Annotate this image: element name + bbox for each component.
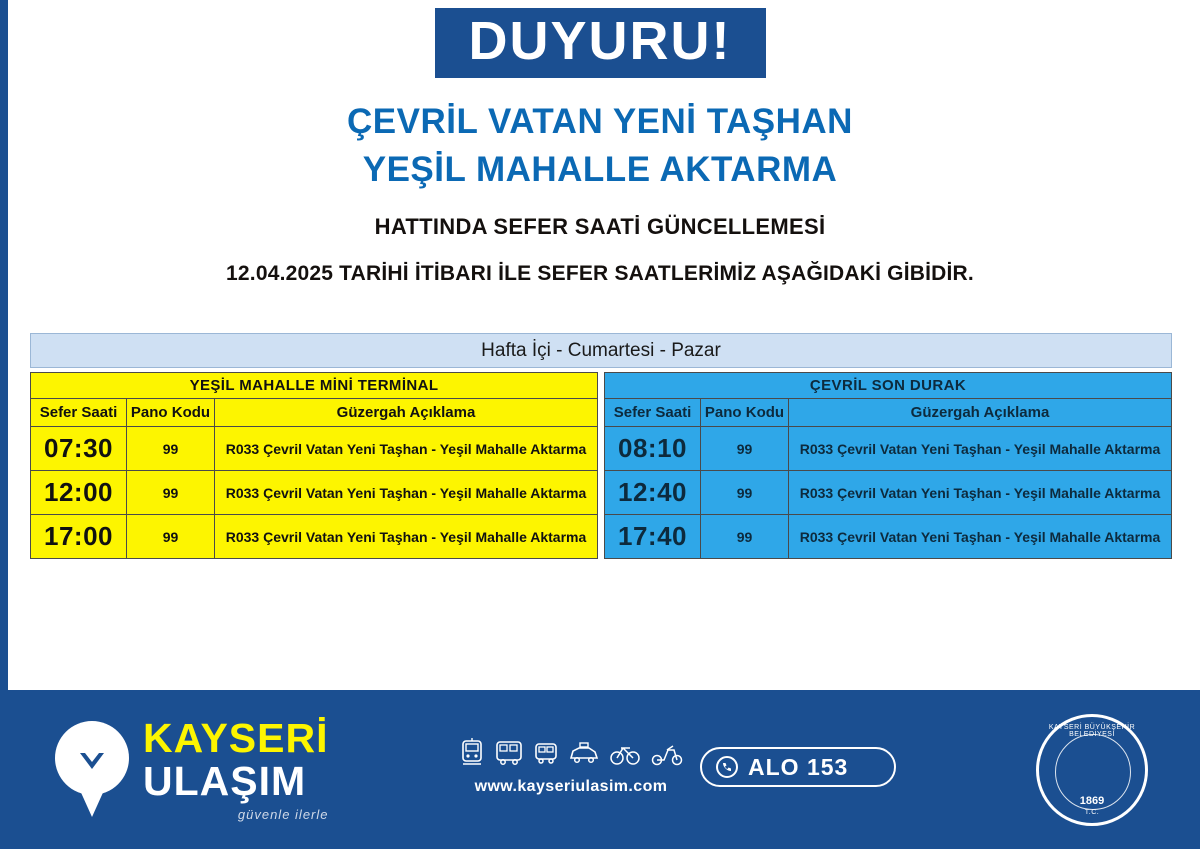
taxi-icon	[568, 738, 600, 768]
page-title-line-1: ÇEVRİL VATAN YENİ TAŞHAN	[347, 102, 853, 141]
announcement-header	[0, 0, 1200, 286]
left-accent-bar	[0, 0, 8, 690]
cell-description: R033 Çevril Vatan Yeni Taşhan - Yeşil Mahalle Aktarma	[789, 515, 1172, 559]
cell-time: 17:40	[605, 515, 701, 559]
schedule-column-cevril-son-durak	[604, 372, 1172, 559]
cell-time: 12:00	[31, 471, 127, 515]
table-title-row	[31, 373, 598, 399]
table-title-row	[605, 373, 1172, 399]
table-header-row	[31, 399, 598, 427]
column-header-guzergah: Güzergah Açıklama	[789, 399, 1172, 427]
minibus-icon	[533, 738, 559, 768]
table-header-row	[605, 399, 1172, 427]
cell-code: 99	[701, 515, 789, 559]
brand-name-line-1: KAYSERİ	[143, 715, 329, 761]
hotline-badge[interactable]	[700, 747, 896, 787]
cell-code: 99	[127, 471, 215, 515]
page-title	[0, 100, 1200, 192]
bus-icon	[494, 738, 524, 768]
website-url[interactable]: www.kayseriulasim.com	[474, 778, 668, 795]
cell-code: 99	[127, 427, 215, 471]
page-title-line-2: YEŞİL MAHALLE AKTARMA	[362, 149, 838, 189]
hotline-number: ALO 153	[748, 753, 849, 780]
subtitle-effective-date: 12.04.2025 TARİHİ İTİBARI İLE SEFER SAATLERİMİZ AŞAĞIDAKİ GİBİDİR.	[226, 261, 974, 285]
phone-icon	[716, 756, 738, 778]
column-header-pano-kodu: Pano Kodu	[701, 399, 789, 427]
table-title: ÇEVRİL SON DURAK	[605, 373, 1172, 399]
table-title: YEŞİL MAHALLE MİNİ TERMİNAL	[31, 373, 598, 399]
tram-icon	[459, 738, 485, 768]
schedule-section	[30, 333, 1172, 559]
table-row	[31, 471, 598, 515]
municipality-seal	[1036, 714, 1148, 826]
schedule-day-band: Hafta İçi - Cumartesi - Pazar	[30, 333, 1172, 368]
brand-logo	[55, 715, 329, 822]
bicycle-icon	[609, 738, 641, 768]
cell-description: R033 Çevril Vatan Yeni Taşhan - Yeşil Mahalle Aktarma	[215, 427, 598, 471]
table-row	[31, 427, 598, 471]
seal-ring-text-bottom: T.C.	[1084, 809, 1100, 816]
schedule-table	[604, 372, 1172, 559]
table-row	[31, 515, 598, 559]
transport-modes	[452, 734, 690, 796]
schedule-table	[30, 372, 598, 559]
table-row	[605, 515, 1172, 559]
cell-time: 17:00	[31, 515, 127, 559]
cell-code: 99	[701, 471, 789, 515]
cell-time: 12:40	[605, 471, 701, 515]
seal-year: 1869	[1079, 795, 1105, 807]
cell-description: R033 Çevril Vatan Yeni Taşhan - Yeşil Mahalle Aktarma	[215, 515, 598, 559]
subtitle-primary: HATTINDA SEFER SAATİ GÜNCELLEMESİ	[374, 213, 826, 239]
seal-ring-text-top: KAYSERİ BÜYÜKŞEHİR BELEDİYESİ	[1048, 724, 1136, 738]
cell-time: 08:10	[605, 427, 701, 471]
page-footer	[0, 690, 1200, 849]
cell-description: R033 Çevril Vatan Yeni Taşhan - Yeşil Mahalle Aktarma	[789, 427, 1172, 471]
cell-description: R033 Çevril Vatan Yeni Taşhan - Yeşil Mahalle Aktarma	[789, 471, 1172, 515]
table-row	[605, 427, 1172, 471]
schedule-column-yesil-mahalle	[30, 372, 598, 559]
column-header-sefer-saati: Sefer Saati	[31, 399, 127, 427]
brand-name-line-2: ULAŞIM	[143, 758, 307, 804]
column-header-sefer-saati: Sefer Saati	[605, 399, 701, 427]
cell-time: 07:30	[31, 427, 127, 471]
column-header-guzergah: Güzergah Açıklama	[215, 399, 598, 427]
location-pin-icon	[55, 721, 129, 819]
cell-code: 99	[127, 515, 215, 559]
scooter-icon	[650, 738, 684, 768]
table-row	[605, 471, 1172, 515]
announcement-badge: DUYURU!	[435, 8, 766, 78]
column-header-pano-kodu: Pano Kodu	[127, 399, 215, 427]
cell-description: R033 Çevril Vatan Yeni Taşhan - Yeşil Mahalle Aktarma	[215, 471, 598, 515]
cell-code: 99	[701, 427, 789, 471]
brand-slogan: güvenle ilerle	[237, 807, 329, 822]
chevron-down-icon	[77, 745, 107, 775]
